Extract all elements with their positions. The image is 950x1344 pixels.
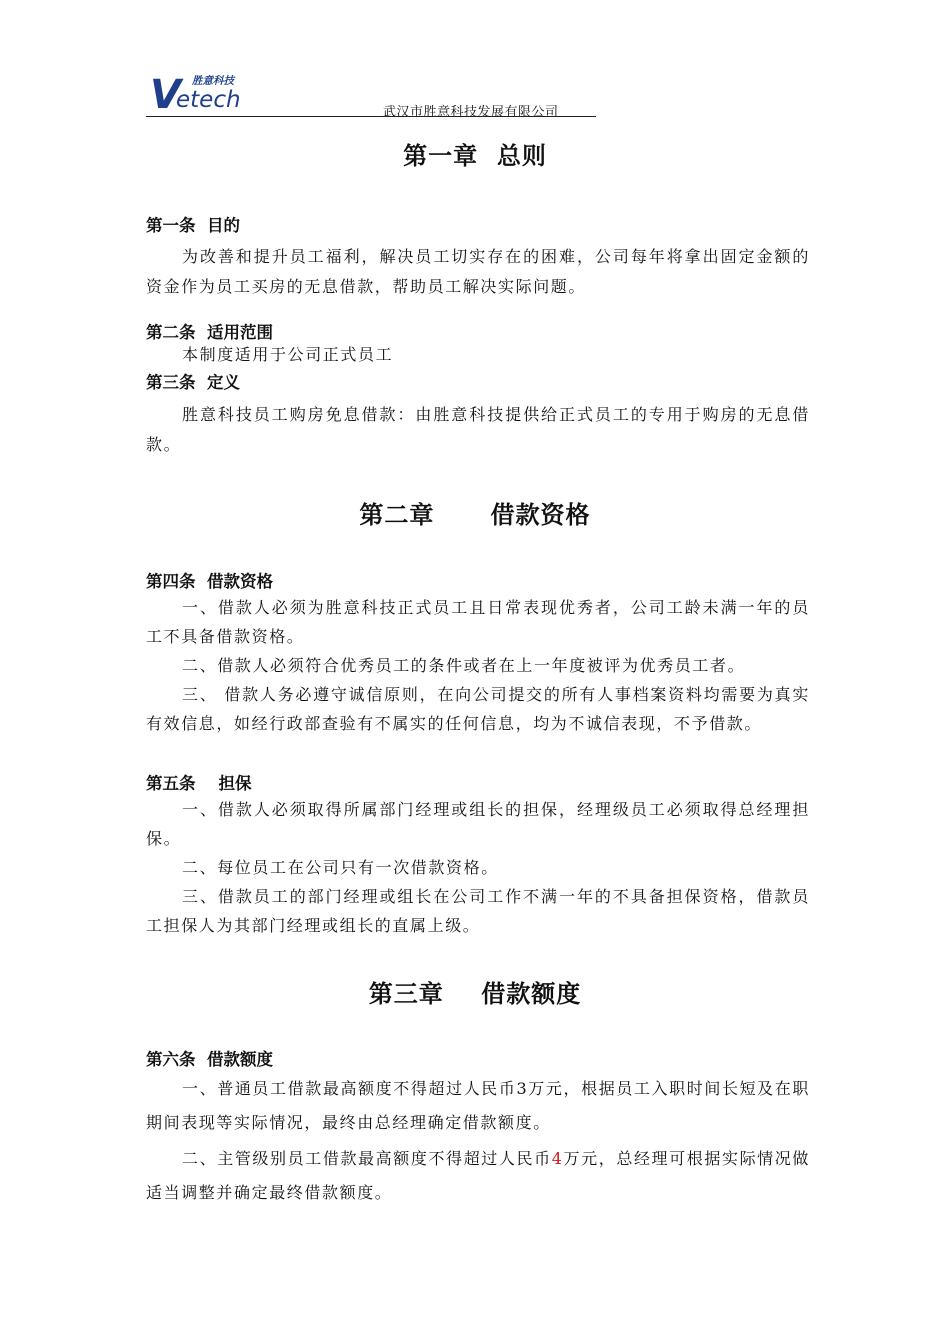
paragraph: 二、借款人必须符合优秀员工的条件或者在上一年度被评为优秀员工者。: [182, 656, 746, 675]
paragraph-text: 万元，总经理可根据实际情况做适当调整并确定最终借款额度。: [146, 1149, 810, 1202]
article-title: 第三条 定义: [146, 373, 240, 392]
paragraph-text: 二、主管级别员工借款最高额度不得超过人民币: [182, 1149, 552, 1168]
paragraph: 三、 借款人务必遵守诚信原则，在向公司提交的所有人事档案资料均需要为真实有效信息，如经行政部查验有不属实的任何信息，均为不诚信表现，不予借款。: [146, 685, 810, 733]
paragraph: 胜意科技员工购房免息借款：由胜意科技提供给正式员工的专用于购房的无息借款。: [146, 405, 810, 454]
paragraph: 一、普通员工借款最高额度不得超过人民币3万元，根据员工入职时间长短及在职期间表现等实际情况，最终由总经理确定借款额度。: [146, 1079, 810, 1132]
article-title: 第二条 适用范围: [146, 323, 273, 342]
article-title: 第五条 担保: [146, 774, 252, 793]
chapter-title: 第二章 借款资格: [359, 501, 591, 529]
paragraph: 三、借款员工的部门经理或组长在公司工作不满一年的不具备担保资格，借款员工担保人为其部门经理或组长的直属上级。: [146, 887, 810, 935]
article-title: 第六条 借款额度: [146, 1050, 273, 1069]
paragraph: 为改善和提升员工福利，解决员工切实存在的困难，公司每年将拿出固定金额的资金作为员工买房的无息借款，帮助员工解决实际问题。: [146, 247, 810, 296]
article-title: 第四条 借款资格: [146, 572, 273, 591]
svg-text:etech: etech: [176, 87, 241, 112]
paragraph: 一、借款人必须为胜意科技正式员工且日常表现优秀者，公司工龄未满一年的员工不具备借款资格。: [146, 598, 810, 646]
svg-text:V: V: [150, 72, 181, 112]
article-title: 第一条 目的: [146, 216, 240, 235]
paragraph: 本制度适用于公司正式员工: [182, 345, 394, 364]
svg-text:胜意科技: 胜意科技: [192, 75, 234, 87]
chapter-title: 第一章 总则: [403, 142, 547, 170]
chapter-title: 第三章 借款额度: [368, 980, 582, 1008]
company-name: 武汉市胜意科技发展有限公司: [383, 105, 559, 120]
header-divider: [146, 116, 596, 117]
company-logo: [146, 70, 256, 112]
paragraph: 二、每位员工在公司只有一次借款资格。: [182, 858, 499, 877]
highlighted-amount: 4: [551, 1149, 564, 1168]
paragraph: [146, 1142, 810, 1210]
paragraph: 一、借款人必须取得所属部门经理或组长的担保，经理级员工必须取得总经理担保。: [146, 800, 810, 848]
